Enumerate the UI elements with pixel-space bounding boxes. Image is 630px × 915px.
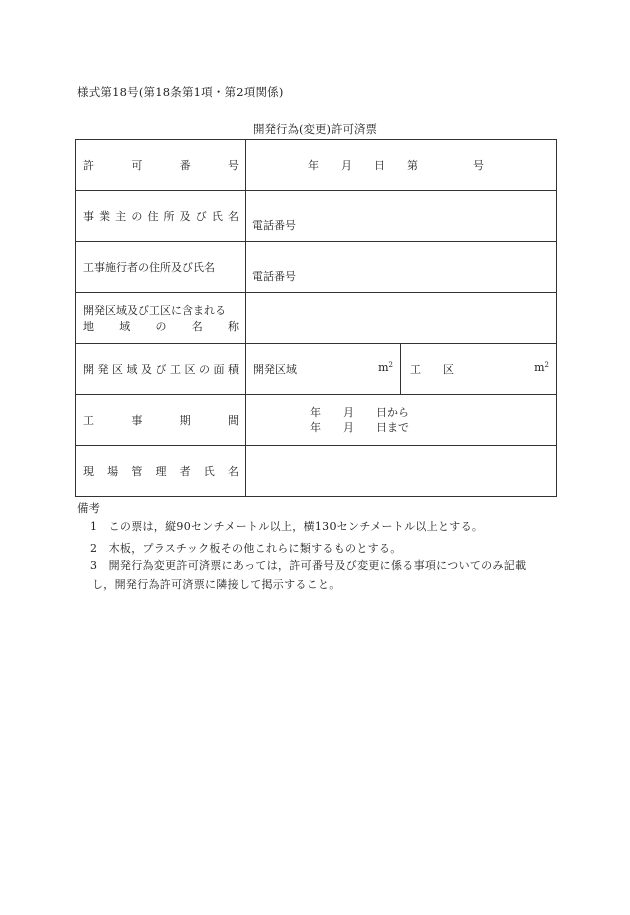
- value-area: [246, 344, 557, 395]
- label-char: 及: [179, 210, 191, 223]
- label-char: 区: [112, 363, 123, 376]
- label-char: 管: [131, 465, 143, 478]
- work-section-label: 工 区: [410, 363, 454, 376]
- form-number: 様式第18号(第18条第1項・第2項関係): [77, 85, 284, 99]
- row-region: [76, 293, 557, 344]
- label-char: 及: [141, 363, 152, 376]
- row-permit-number: [76, 140, 557, 191]
- label-period: [76, 395, 246, 446]
- label-char: 域: [126, 363, 138, 376]
- label-char: 許: [83, 159, 94, 172]
- permit-table: [75, 139, 557, 497]
- label-char: 場: [107, 465, 119, 478]
- contractor-label: 工事施行者の住所及び氏名: [83, 261, 215, 274]
- row-owner: [76, 191, 557, 242]
- row-contractor: [76, 242, 557, 293]
- spaced-label: [83, 361, 239, 377]
- label-char: 地: [83, 320, 94, 333]
- label-char: 区: [184, 363, 196, 376]
- label-char: 名: [227, 210, 239, 223]
- work-section-unit: $m^2$: [534, 361, 549, 374]
- period-to: 年 月 日まで: [310, 421, 409, 434]
- label-char: 発: [97, 363, 109, 376]
- remark-item-2: 2 木板，プラスチック板その他これらに類するものとする。: [90, 542, 402, 555]
- spaced-label: [83, 412, 239, 428]
- row-period: [76, 395, 557, 446]
- value-owner: [246, 191, 557, 242]
- label-char: 名: [227, 465, 239, 478]
- remark-item-3-cont: し，開発行為許可済票に隣接して掲示すること。: [92, 578, 341, 591]
- label-owner: [76, 191, 246, 242]
- label-char: 現: [83, 465, 94, 478]
- label-char: 名: [191, 320, 203, 333]
- label-char: 業: [99, 210, 111, 223]
- dev-area-unit: $m^2$: [378, 361, 393, 374]
- permit-date-number: 年 月 日 第 号: [308, 159, 484, 172]
- label-char: 工: [170, 363, 181, 376]
- label-char: 間: [227, 414, 239, 427]
- label-area: [76, 344, 246, 395]
- value-permit-number: [246, 140, 557, 191]
- dev-area-label: 開発区域: [253, 363, 297, 376]
- label-region: [76, 293, 246, 344]
- spaced-label: [83, 463, 239, 479]
- label-site-manager: [76, 446, 246, 497]
- label-permit-number: [76, 140, 246, 191]
- work-section-cell: [401, 344, 556, 394]
- label-char: 号: [227, 159, 239, 172]
- label-char: 開: [83, 363, 94, 376]
- label-char: 所: [163, 210, 175, 223]
- label-char: の: [131, 210, 143, 223]
- label-char: 期: [179, 414, 191, 427]
- spaced-label: [83, 157, 239, 173]
- label-char: 氏: [211, 210, 223, 223]
- period-from: 年 月 日から: [310, 406, 409, 419]
- row-area: [76, 344, 557, 395]
- label-char: 番: [179, 159, 191, 172]
- value-contractor: [246, 242, 557, 293]
- label-char: 称: [228, 320, 239, 333]
- label-contractor: [76, 242, 246, 293]
- row-site-manager: [76, 446, 557, 497]
- owner-phone-label: 電話番号: [252, 219, 296, 232]
- document-title: 開発行為(変更)許可済票: [253, 122, 377, 136]
- contractor-phone-label: 電話番号: [252, 270, 296, 283]
- label-char: の: [155, 320, 167, 333]
- label-char: 理: [155, 465, 167, 478]
- value-region: [246, 293, 557, 344]
- label-char: 事: [131, 414, 143, 427]
- remarks-heading: 備考: [77, 501, 100, 515]
- label-char: の: [199, 363, 210, 376]
- label-char: 積: [228, 363, 239, 376]
- label-char: 主: [115, 210, 127, 223]
- label-char: 氏: [203, 465, 215, 478]
- spaced-label: [83, 318, 239, 334]
- dev-area-cell: [246, 344, 401, 394]
- label-char: 者: [179, 465, 191, 478]
- remark-item-3: 3 開発行為変更許可済票にあっては，許可番号及び変更に係る事項についてのみ記載: [90, 559, 527, 572]
- label-char: び: [155, 363, 167, 376]
- label-char: 可: [131, 159, 143, 172]
- value-period: [246, 395, 557, 446]
- label-char: び: [195, 210, 207, 223]
- value-site-manager: [246, 446, 557, 497]
- label-char: 住: [147, 210, 159, 223]
- label-char: 面: [213, 363, 225, 376]
- spaced-label: [83, 208, 239, 224]
- label-char: 工: [83, 414, 94, 427]
- label-char: 域: [119, 320, 131, 333]
- remark-item-1: 1 この票は，縦90センチメートル以上，横130センチメートル以上とする。: [90, 520, 484, 533]
- label-char: 事: [83, 210, 94, 223]
- region-label-line1: 開発区域及び工区に含まれる: [83, 304, 226, 317]
